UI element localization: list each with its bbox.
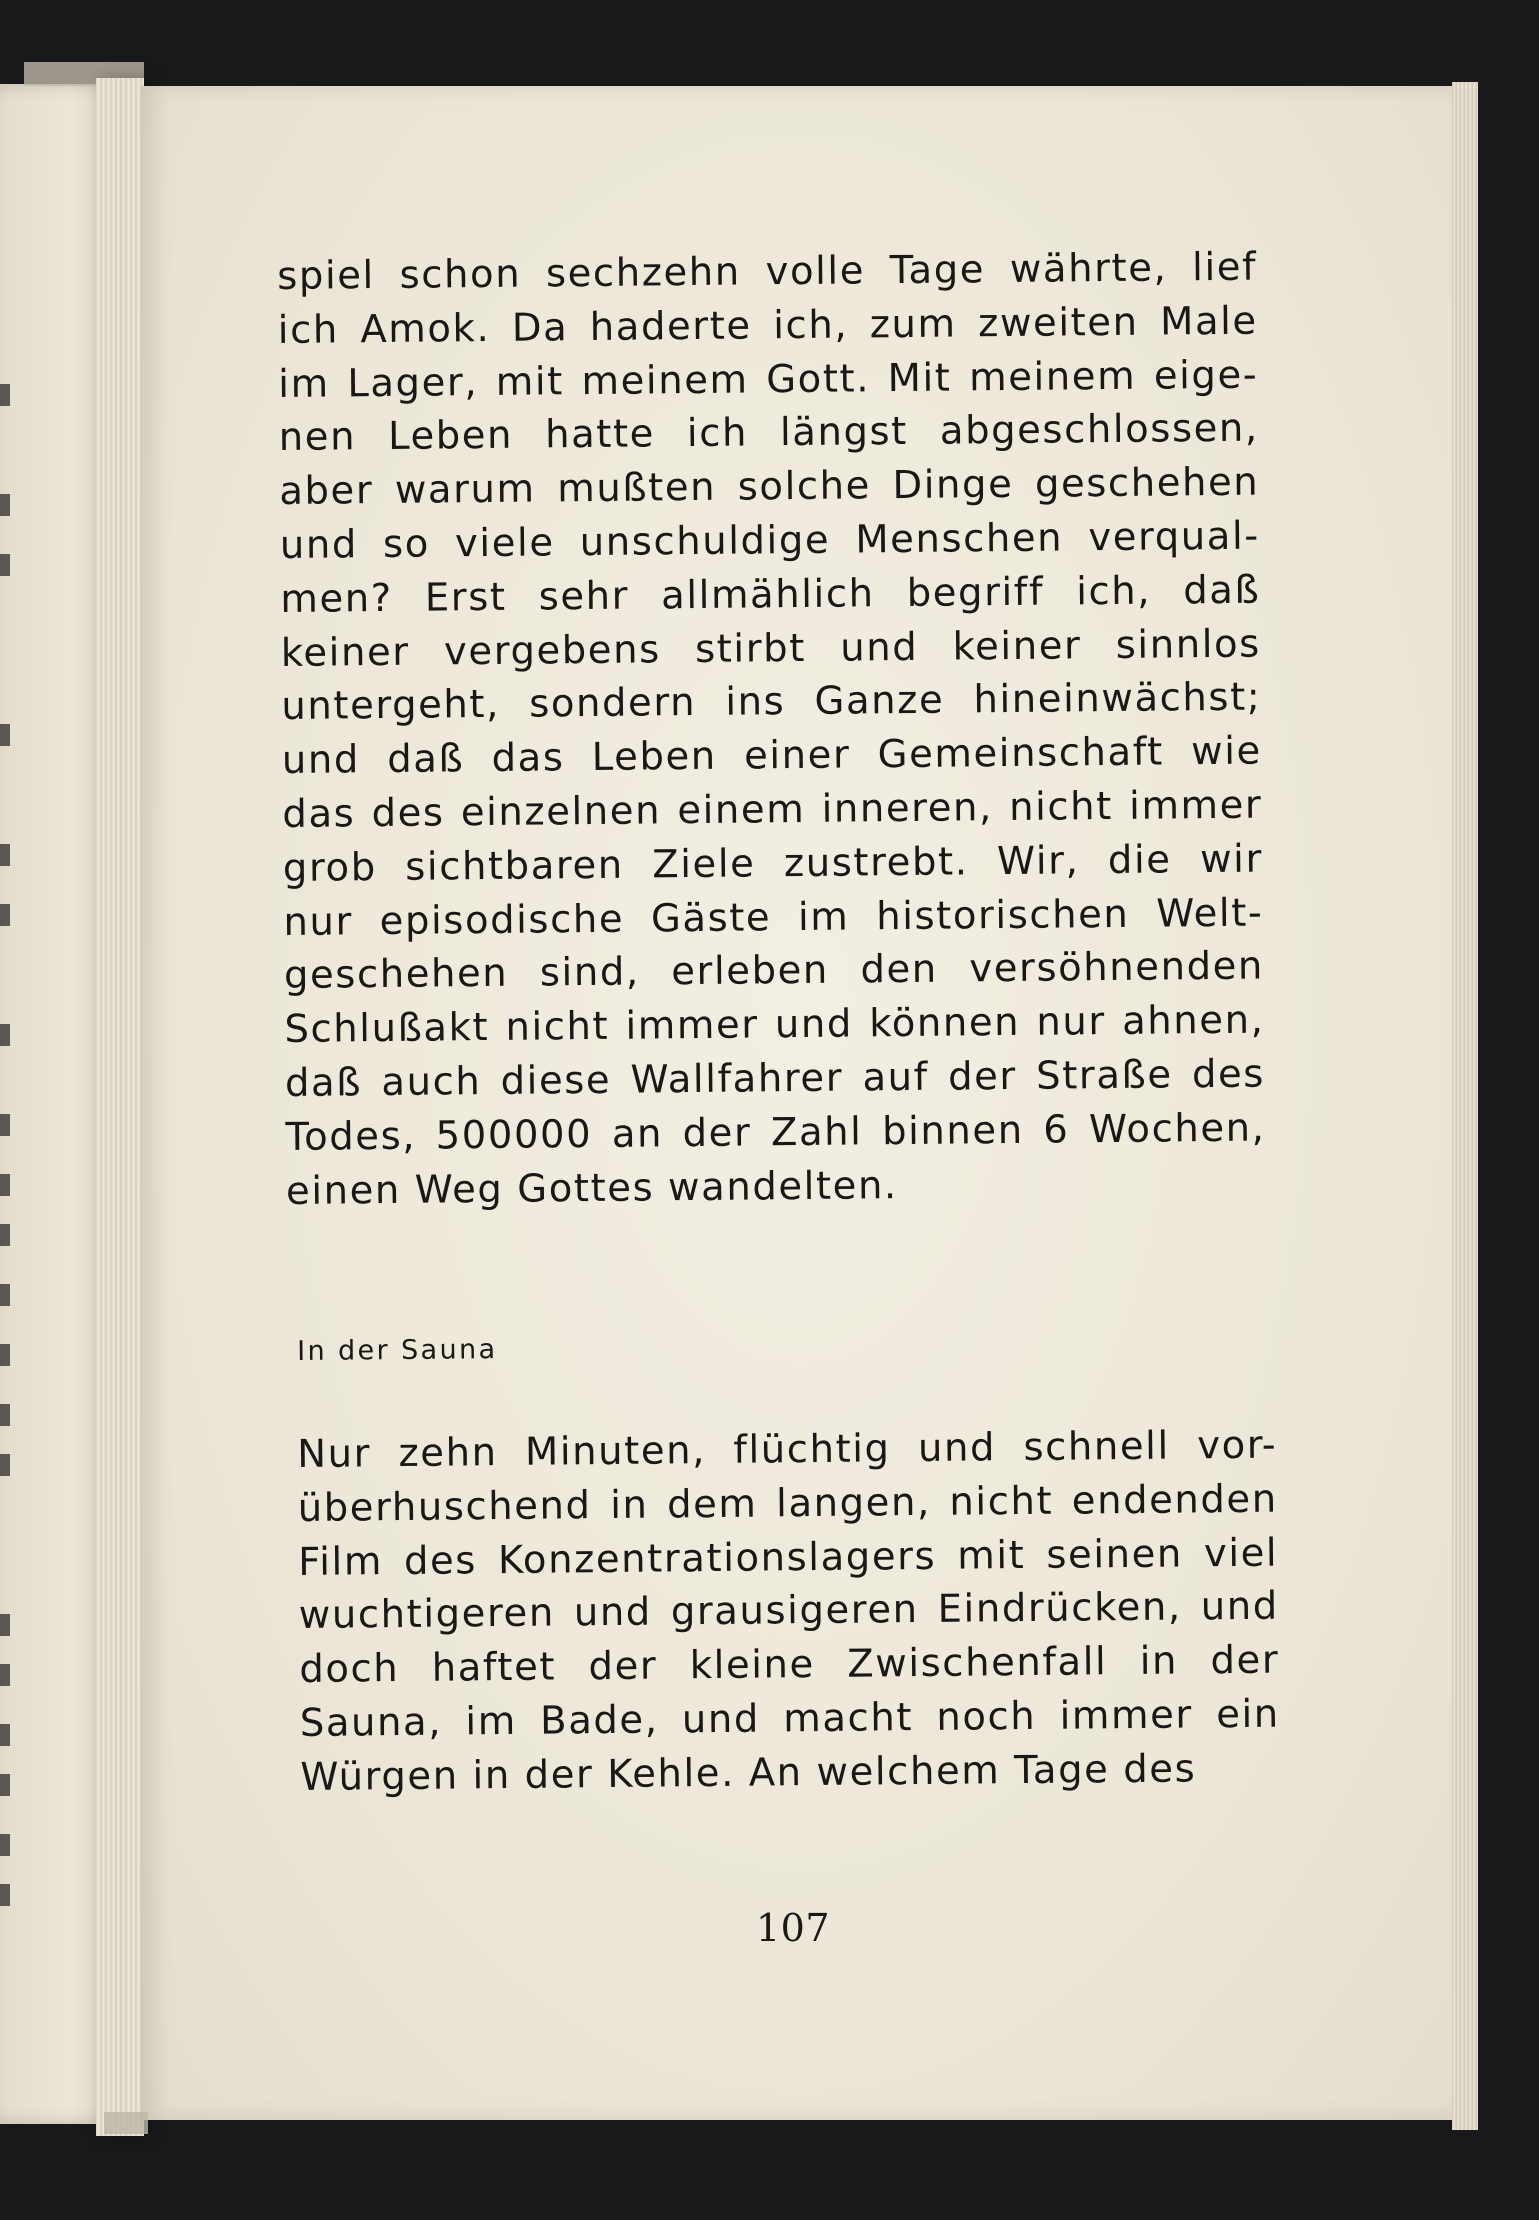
section-heading: In der Sauna: [297, 1334, 498, 1367]
text-line: spiel schon sechzehn volle Tage währte, lief: [277, 244, 1258, 299]
text-line: Nur zehn Minuten, flüchtig und schnell vor-: [297, 1422, 1278, 1477]
text-line: Film des Konzentrationslagers mit seinen viel: [298, 1530, 1279, 1585]
text-line: Schlußakt nicht immer und können nur ahnen,: [284, 997, 1265, 1053]
text-line: und so viele unschuldige Menschen verqual-: [279, 513, 1261, 568]
text-line: grob sichtbaren Ziele zustrebt. Wir, die wir: [282, 836, 1264, 891]
paragraph-2: [297, 1419, 1281, 1805]
text-line: men? Erst sehr allmählich begriff ich, daß: [280, 567, 1261, 622]
text-line: keiner vergebens stirbt und keiner sinnlos: [280, 621, 1262, 676]
text-line: untergeht, sondern ins Ganze hineinwächst;: [281, 674, 1262, 730]
text-line: Würgen in der Kehle. An welchem Tage des: [300, 1746, 1197, 1800]
text-line: ich Amok. Da haderte ich, zum zweiten Male: [277, 298, 1258, 353]
text-line: das des einzelnen einem inneren, nicht immer: [282, 782, 1263, 837]
text-line: und daß das Leben einer Gemeinschaft wie: [281, 728, 1263, 784]
text-line: geschehen sind, erleben den versöhnenden: [283, 943, 1265, 999]
text-line: Sauna, im Bade, und macht noch immer ein: [299, 1691, 1281, 1746]
text-line: nur episodische Gäste im historischen Welt-: [283, 890, 1264, 945]
text-line: nen Leben hatte ich längst abgeschlossen,: [278, 405, 1259, 461]
binding-bottom-edge: [104, 2112, 148, 2134]
text-line: wuchtigeren und grausigeren Eindrücken, und: [298, 1583, 1279, 1639]
text-line: doch haftet der kleine Zwischenfall in der: [299, 1637, 1280, 1693]
text-line: im Lager, mit meinem Gott. Mit meinem eige-: [278, 352, 1259, 407]
page-number: 107: [756, 1906, 831, 1950]
text-line: einen Weg Gottes wandelten.: [285, 1162, 899, 1214]
text-line: überhuschend in dem langen, nicht endenden: [297, 1476, 1278, 1531]
text-line: Todes, 500000 an der Zahl binnen 6 Wochen,: [285, 1105, 1266, 1160]
text-line: daß auch diese Wallfahrer auf der Straße des: [284, 1051, 1266, 1106]
paragraph-1: [277, 241, 1266, 1219]
page-fore-edge: [1452, 82, 1478, 2130]
left-page-text-edge: [0, 344, 30, 1964]
book-gutter: [96, 78, 144, 2136]
text-line: aber warum mußten solche Dinge geschehen: [279, 459, 1260, 515]
